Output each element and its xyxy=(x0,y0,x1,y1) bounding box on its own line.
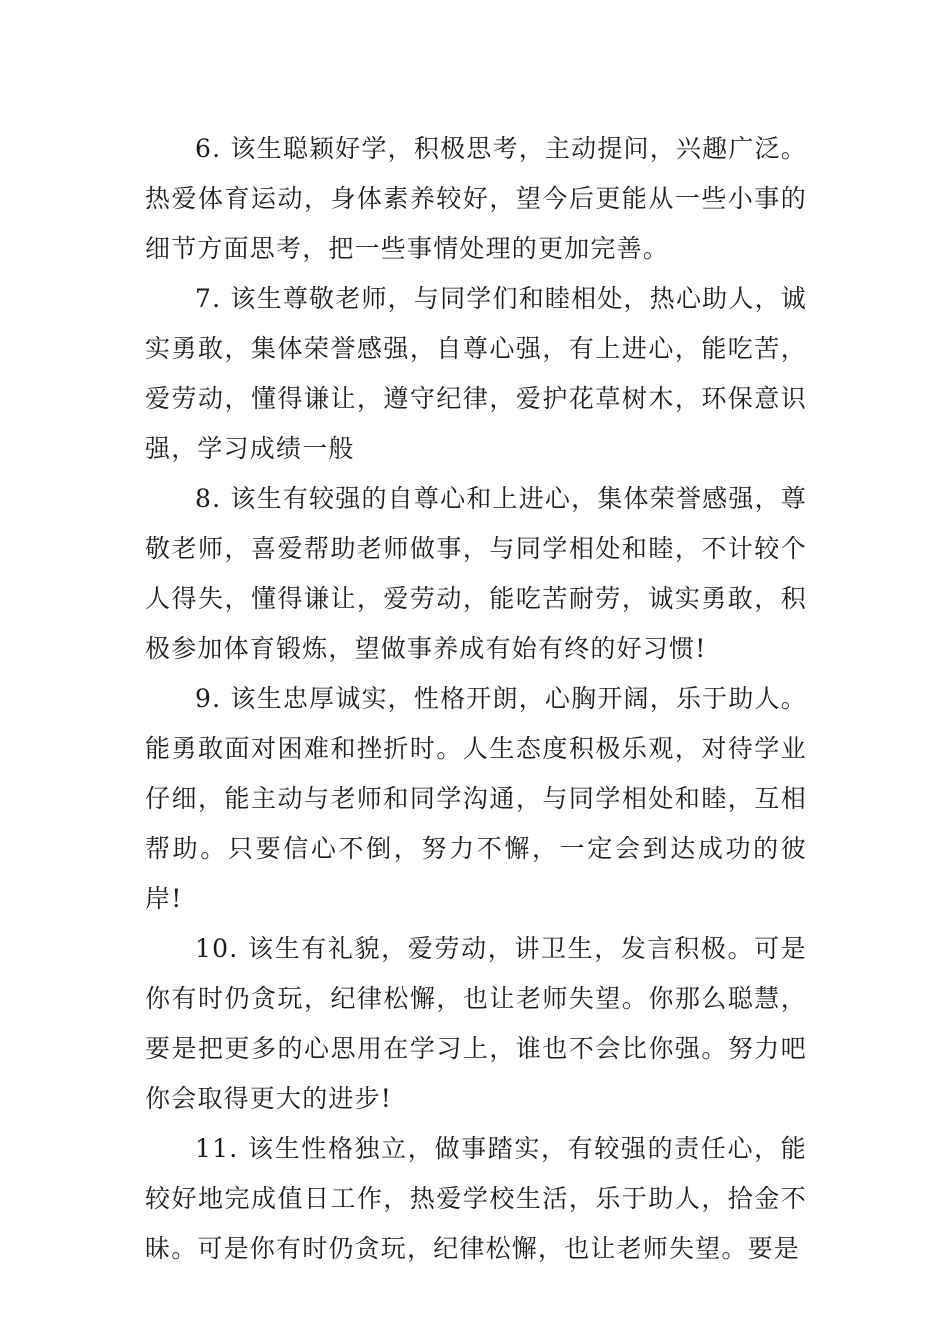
paragraph-6: 6. 该生聪颖好学，积极思考，主动提问，兴趣广泛。热爱体育运动，身体素养较好，望今后更能从一些小事的细节方面思考，把一些事情处理的更加完善。 xyxy=(145,134,807,263)
paragraph-11: 11. 该生性格独立，做事踏实，有较强的责任心，能较好地完成值日工作，热爱学校生活，乐于助人，拾金不昧。可是你有时仍贪玩，纪律松懈，也让老师失望。要是 xyxy=(145,1134,807,1263)
paragraph-7: 7. 该生尊敬老师，与同学们和睦相处，热心助人，诚实勇敢，集体荣誉感强，自尊心强，有上进心，能吃苦，爱劳动，懂得谦让，遵守纪律，爱护花草树木，环保意识强，学习成绩一般 xyxy=(145,284,807,463)
document-body xyxy=(145,124,807,1274)
paragraph-9: 9. 该生忠厚诚实，性格开朗，心胸开阔，乐于助人。能勇敢面对困难和挫折时。人生态度积极乐观，对待学业仔细，能主动与老师和同学沟通，与同学相处和睦，互相帮助。只要信心不倒，努力不懈，一定会到达成功的彼岸! xyxy=(145,684,807,913)
paragraph-8: 8. 该生有较强的自尊心和上进心，集体荣誉感强，尊敬老师，喜爱帮助老师做事，与同学相处和睦，不计较个人得失，懂得谦让，爱劳动，能吃苦耐劳，诚实勇敢，积极参加体育锻炼，望做事养成有始有终的好习惯! xyxy=(145,484,807,663)
paragraph-10: 10. 该生有礼貌，爱劳动，讲卫生，发言积极。可是你有时仍贪玩，纪律松懈，也让老师失望。你那么聪慧，要是把更多的心思用在学习上，谁也不会比你强。努力吧你会取得更大的进步! xyxy=(145,934,807,1113)
